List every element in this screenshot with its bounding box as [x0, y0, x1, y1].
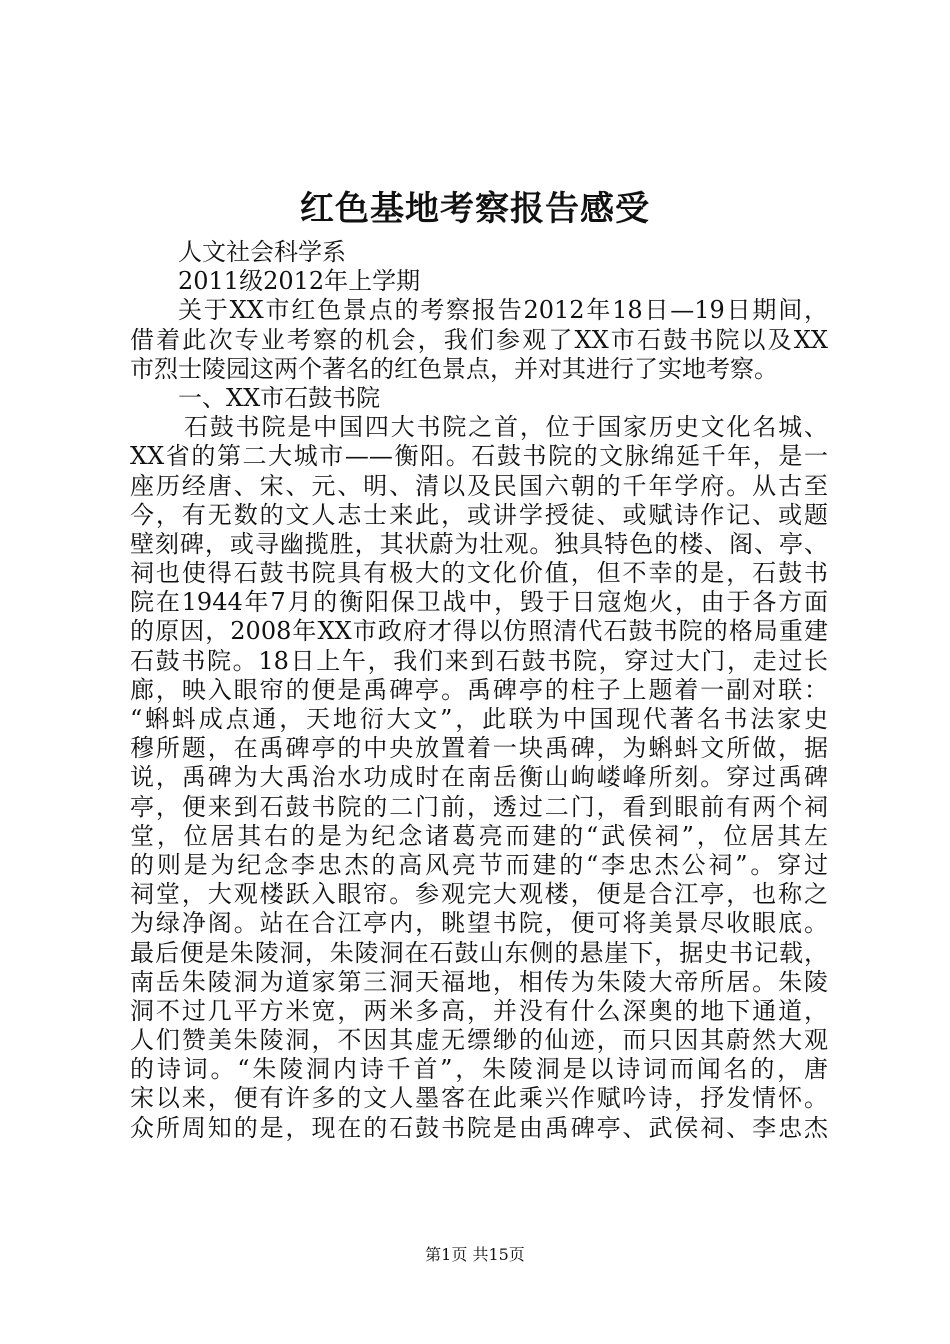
page-number-footer: 第1页 共15页: [425, 1245, 525, 1264]
text-line: 今，有无数的文人志士来此，或讲学授徒、或赋诗作记、或题: [130, 500, 828, 529]
text-line: 廊，映入眼帘的便是禹碑亭。禹碑亭的柱子上题着一副对联：: [130, 675, 828, 704]
text-line: 人们赞美朱陵洞，不因其虚无缥缈的仙迹，而只因其蔚然大观: [130, 1026, 828, 1055]
document-body: [130, 238, 828, 1143]
text-line: 座历经唐、宋、元、明、清以及民国六朝的千年学府。从古至: [130, 471, 828, 500]
text-line: 祠也使得石鼓书院具有极大的文化价值，但不幸的是，石鼓书: [130, 559, 828, 588]
text-line: 众所周知的是，现在的石鼓书院是由禹碑亭、武侯祠、李忠杰: [130, 1113, 828, 1142]
text-line: 为绿净阁。站在合江亭内，眺望书院，便可将美景尽收眼底。: [130, 909, 828, 938]
text-line: 堂，位居其右的是为纪念诸葛亮而建的“武侯祠”，位居其左: [130, 821, 828, 850]
text-line: 穆所题，在禹碑亭的中央放置着一块禹碑，为蝌蚪文所做，据: [130, 734, 828, 763]
text-line: 最后便是朱陵洞，朱陵洞在石鼓山东侧的悬崖下，据史书记载，: [130, 938, 828, 967]
text-line: “蝌蚪成点通，天地衍大文”，此联为中国现代著名书法家史: [130, 705, 828, 733]
text-line: 说，禹碑为大禹治水功成时在南岳衡山岣嵝峰所刻。穿过禹碑: [130, 763, 828, 792]
text-line: 壁刻碑，或寻幽揽胜，其状蔚为壮观。独具特色的楼、阁、亭、: [130, 529, 828, 558]
text-line: 洞不过几平方米宽，两米多高，并没有什么深奥的地下通道，: [130, 996, 828, 1025]
text-line: 宋以来，便有许多的文人墨客在此乘兴作赋吟诗，抒发情怀。: [130, 1084, 828, 1113]
text-line: 关于XX市红色景点的考察报告2012年18日—19日期间，: [178, 296, 828, 325]
text-line: 南岳朱陵洞为道家第三洞天福地，相传为朱陵大帝所居。朱陵: [130, 967, 828, 996]
text-line: 石鼓书院是中国四大书院之首，位于国家历史文化名城、: [184, 413, 828, 442]
text-line: 亭，便来到石鼓书院的二门前，透过二门，看到眼前有两个祠: [130, 792, 828, 821]
section-heading: 一、XX市石鼓书院: [178, 383, 381, 412]
text-line-semester: 2011级2012年上学期: [178, 267, 421, 296]
text-line: 的原因，2008年XX市政府才得以仿照清代石鼓书院的格局重建: [130, 617, 828, 646]
text-line: XX省的第二大城市——衡阳。石鼓书院的文脉绵延千年，是一: [130, 442, 828, 471]
text-line: 祠堂，大观楼跃入眼帘。参观完大观楼，便是合江亭，也称之: [130, 880, 828, 909]
text-line-department: 人文社会科学系: [178, 238, 346, 266]
text-line: 院在1944年7月的衡阳保卫战中，毁于日寇炮火，由于各方面: [130, 588, 828, 617]
text-line: 的诗词。“朱陵洞内诗千首”，朱陵洞是以诗词而闻名的，唐: [130, 1055, 828, 1084]
text-line: 借着此次专业考察的机会，我们参观了XX市石鼓书院以及XX: [130, 325, 828, 354]
text-line: 的则是为纪念李忠杰的高风亮节而建的“李忠杰公祠”。穿过: [130, 850, 828, 879]
text-line: 市烈士陵园这两个著名的红色景点，并对其进行了实地考察。: [130, 354, 778, 383]
text-line: 石鼓书院。18日上午，我们来到石鼓书院，穿过大门，走过长: [130, 646, 828, 675]
page-title: 红色基地考察报告感受: [300, 189, 650, 229]
